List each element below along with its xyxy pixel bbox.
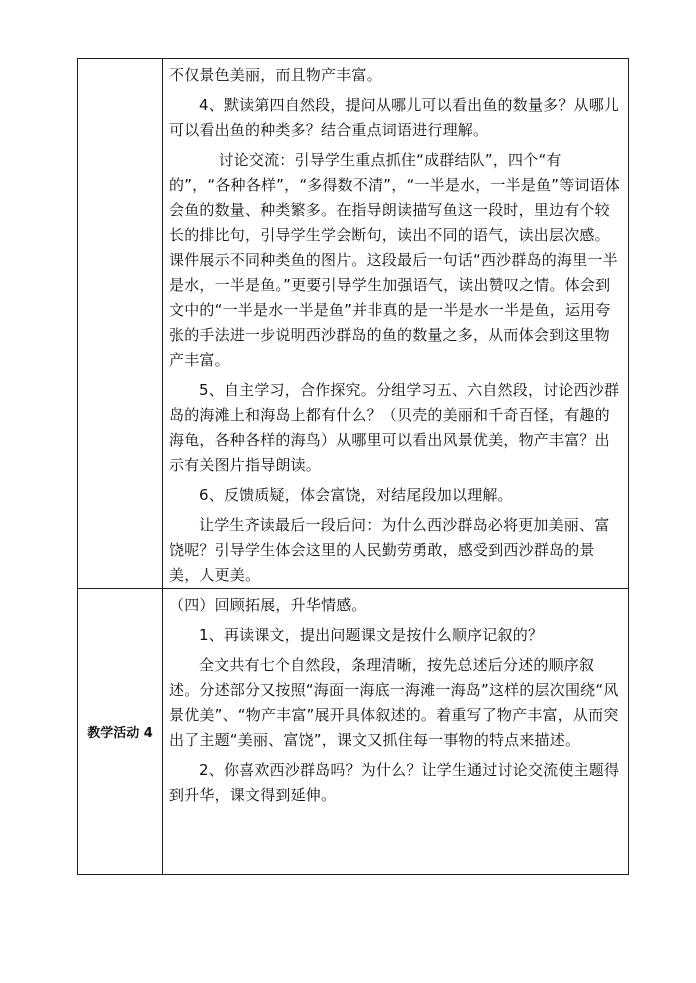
table-row: [78, 59, 629, 589]
row-content-cell: [163, 59, 629, 589]
row-label-cell: [78, 59, 163, 589]
paragraph: 全文共有七个自然段，条理清晰，按先总述后分述的顺序叙述。分述部分又按照“海面一海底一海滩一海岛”这样的层次围绕“风景优美”、“物产丰富”展开具体叙述的。着重写了物产丰富，从而突出了主题“美丽、富饶”，课文又抓住每一事物的特点来描述。: [169, 656, 619, 749]
paragraph: 不仅景色美丽，而且物产丰富。: [169, 66, 382, 84]
table-row: [78, 589, 629, 875]
row-label-cell: 教学活动 4: [78, 589, 163, 875]
paragraph: 5、自主学习，合作探究。分组学习五、六自然段，讨论西沙群岛的海滩上和海岛上都有什么？（贝壳的美丽和千奇百怪，有趣的海龟，各种各样的海鸟）从哪里可以看出风景优美，物产丰富？出示有关图片指导朗读。: [169, 381, 620, 474]
row-content-cell: [163, 589, 629, 875]
lesson-plan-table: [77, 58, 629, 875]
paragraph: 讨论交流：引导学生重点抓住“成群结队”，四个“有的”，“各种各样”，“多得数不清”，“一半是水，一半是鱼”等词语体会鱼的数量、种类繁多。在指导朗读描写鱼这一段时，里边有个较长的排比句，引导学生学会断句，读出不同的语气，读出层次感。课件展示不同种类鱼的图片。这段最后一句话“西沙群岛的海里一半是水，一半是鱼。”更要引导学生加强语气，读出赞叹之情。体会到文中的“一半是水一半是鱼”并非真的是一半是水一半是鱼，运用夸张的手法进一步说明西沙群岛的鱼的数量之多，从而体会到这里物产丰富。: [169, 151, 620, 369]
paragraph: 6、反馈质疑，体会富饶，对结尾段加以理解。: [199, 486, 513, 504]
section-heading: （四）回顾拓展，升华情感。: [169, 596, 367, 614]
paragraph: 让学生齐读最后一段后问：为什么西沙群岛必将更加美丽、富饶呢？引导学生体会这里的人民勤劳勇敢，感受到西沙群岛的景美，人更美。: [169, 516, 610, 584]
paragraph: 2、你喜欢西沙群岛吗？为什么？让学生通过讨论交流使主题得到升华，课文得到延伸。: [169, 761, 620, 804]
paragraph: 4、默读第四自然段，提问从哪儿可以看出鱼的数量多？从哪儿可以看出鱼的种类多？结合重点词语进行理解。: [169, 96, 620, 139]
paragraph: 1、再读课文，提出问题课文是按什么顺序记叙的？: [199, 626, 544, 644]
